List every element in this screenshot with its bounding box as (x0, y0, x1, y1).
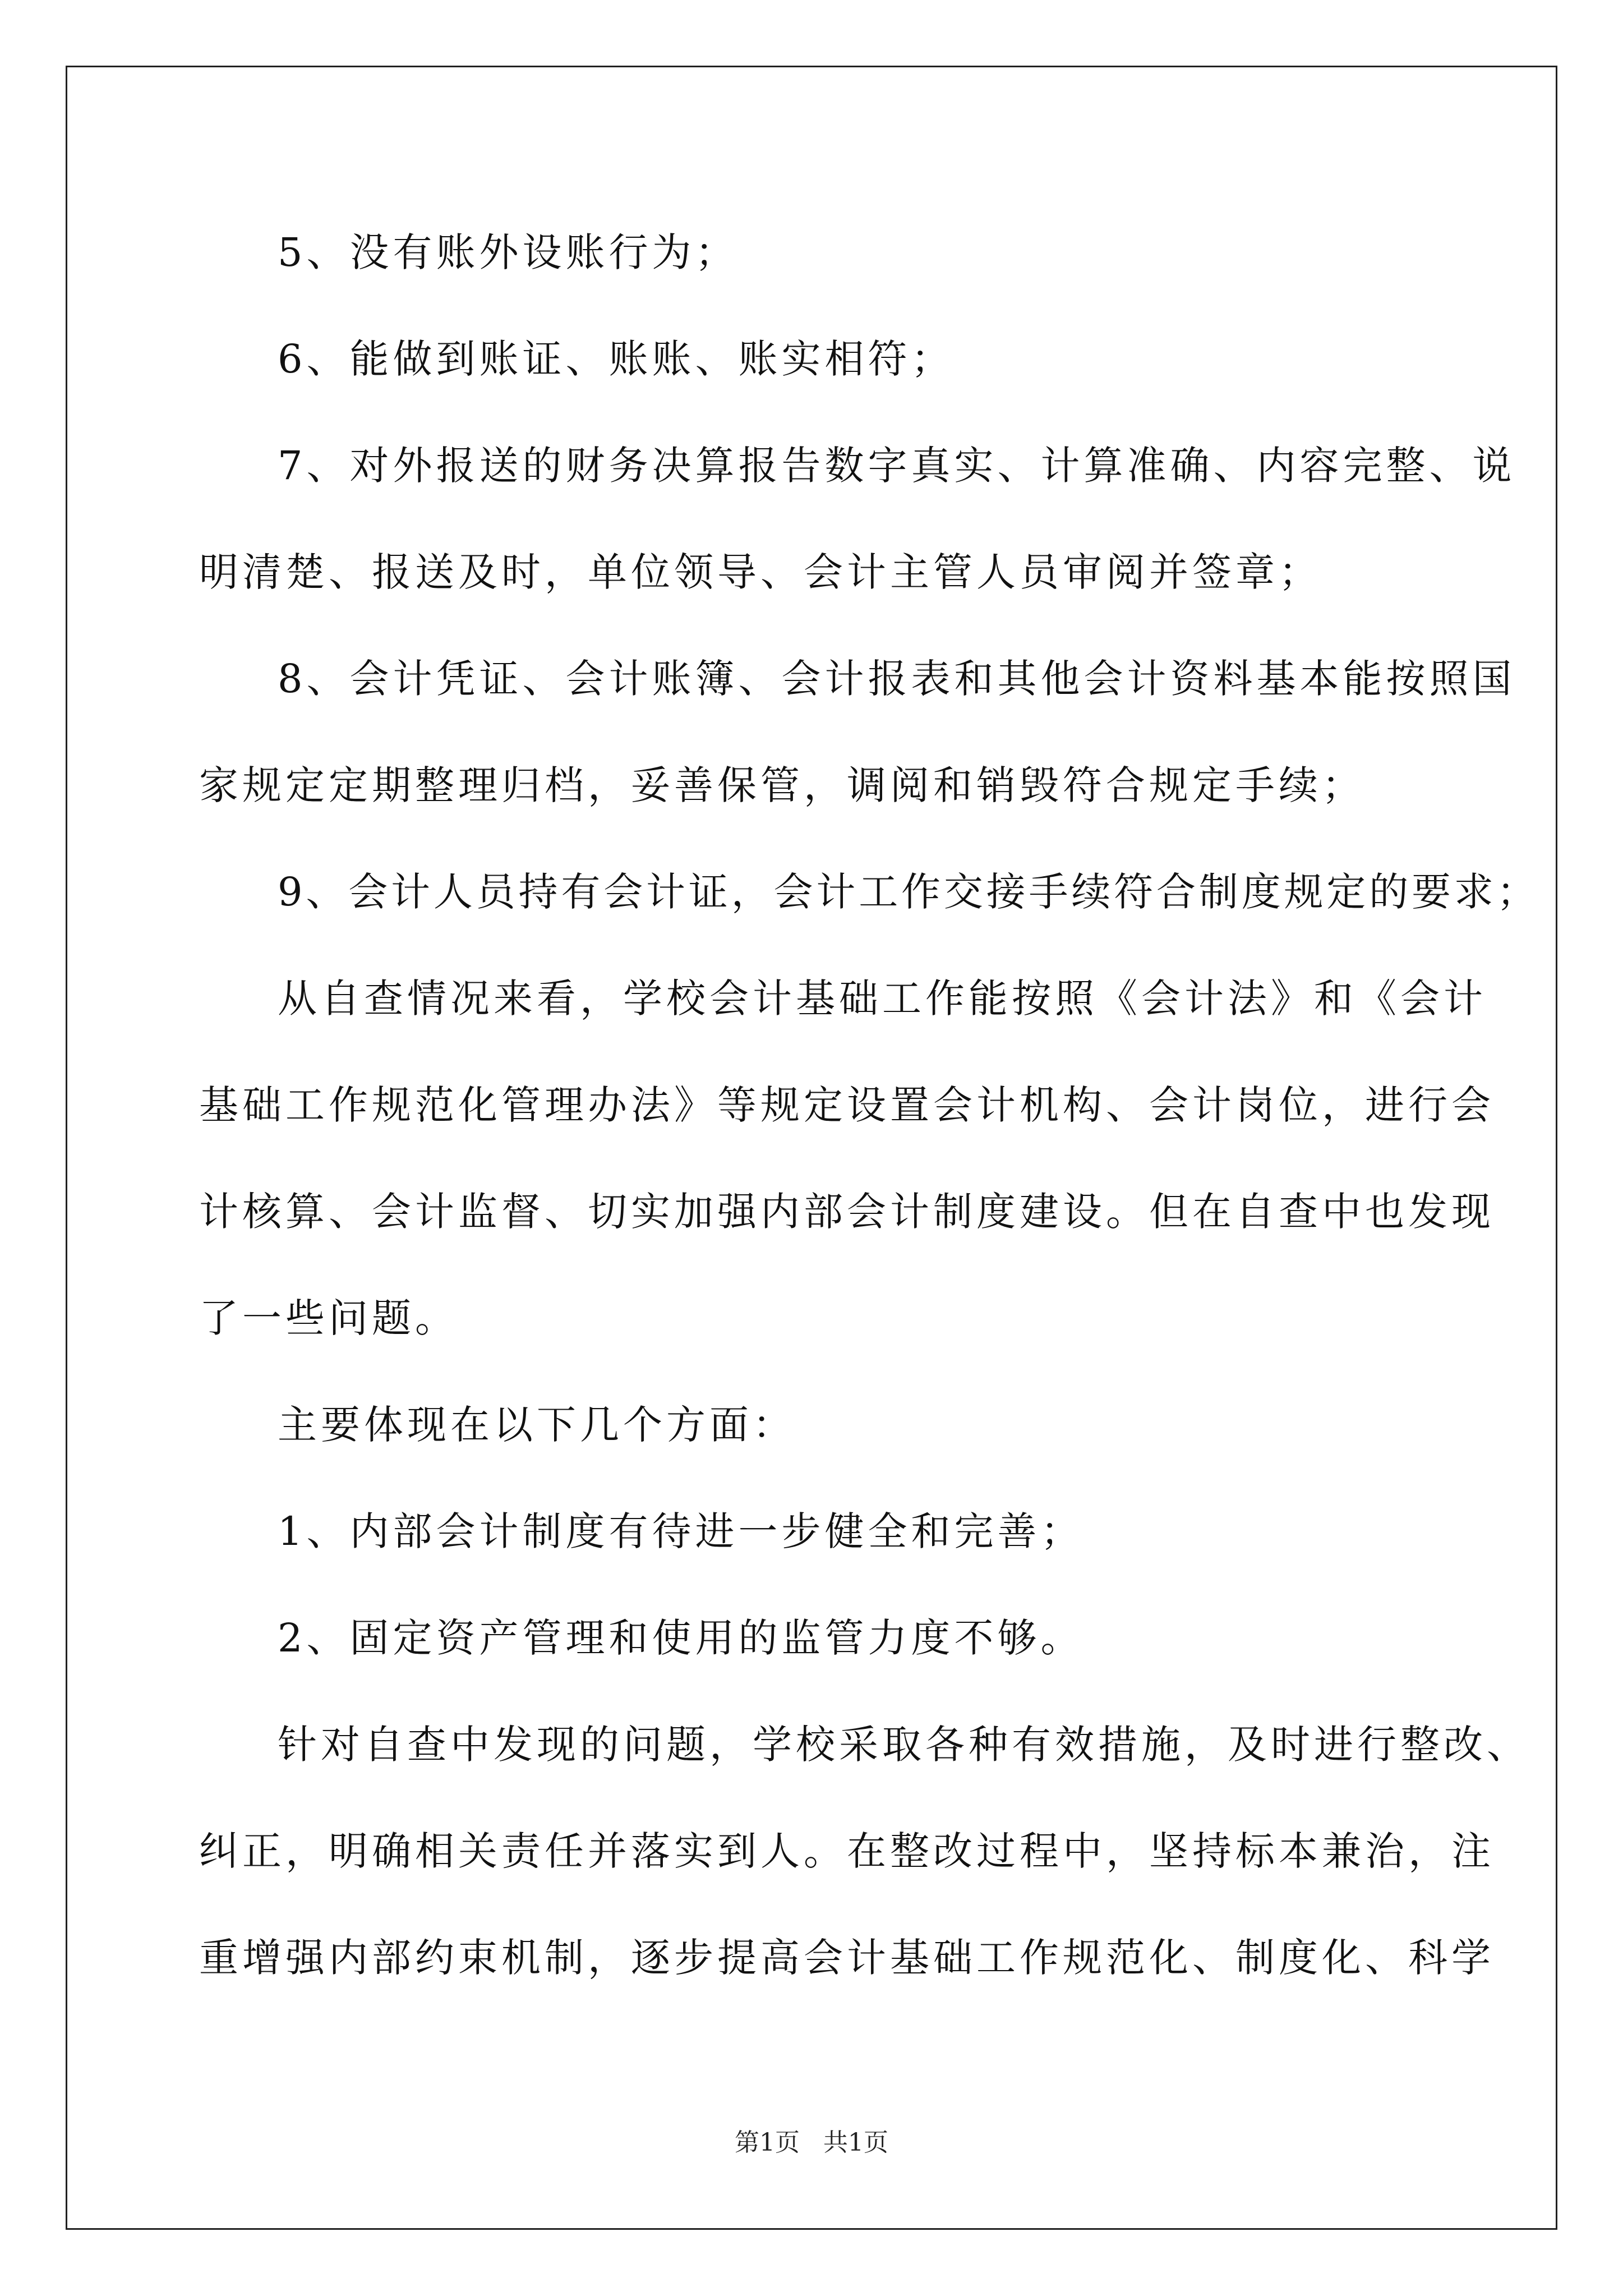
page-footer: 第1页 共1页 (735, 2128, 888, 2157)
text-line: 从自查情况来看，学校会计基础工作能按照《会计法》和《会计 (278, 976, 1487, 1022)
text-line: 了一些问题。 (199, 1295, 458, 1341)
text-line: 基础工作规范化管理办法》等规定设置会计机构、会计岗位，进行会 (199, 1082, 1495, 1128)
text-line: 计核算、会计监督、切实加强内部会计制度建设。但在自查中也发现 (199, 1189, 1495, 1235)
text-line: 7、对外报送的财务决算报告数字真实、计算准确、内容完整、说 (278, 443, 1516, 489)
text-line: 针对自查中发现的问题，学校采取各种有效措施，及时进行整改、 (278, 1722, 1530, 1768)
text-line: 主要体现在以下几个方面： (278, 1402, 796, 1448)
page-border (66, 66, 1557, 2230)
text-line: 9、会计人员持有会计证，会计工作交接手续符合制度规定的要求； (278, 869, 1539, 915)
text-line: 2、固定资产管理和使用的监管力度不够。 (278, 1615, 1084, 1661)
text-line: 纠正，明确相关责任并落实到人。在整改过程中，坚持标本兼治，注 (199, 1828, 1495, 1874)
text-line: 1、内部会计制度有待进一步健全和完善； (278, 1508, 1084, 1554)
text-line: 重增强内部约束机制，逐步提高会计基础工作规范化、制度化、科学 (199, 1935, 1495, 1981)
text-line: 5、没有账外设账行为； (278, 229, 739, 275)
text-line: 明清楚、报送及时，单位领导、会计主管人员审阅并签章； (199, 549, 1322, 595)
text-line: 6、能做到账证、账账、账实相符； (278, 336, 955, 382)
text-line: 家规定定期整理归档，妥善保管，调阅和销毁符合规定手续； (199, 762, 1365, 808)
text-line: 8、会计凭证、会计账簿、会计报表和其他会计资料基本能按照国 (278, 656, 1516, 702)
